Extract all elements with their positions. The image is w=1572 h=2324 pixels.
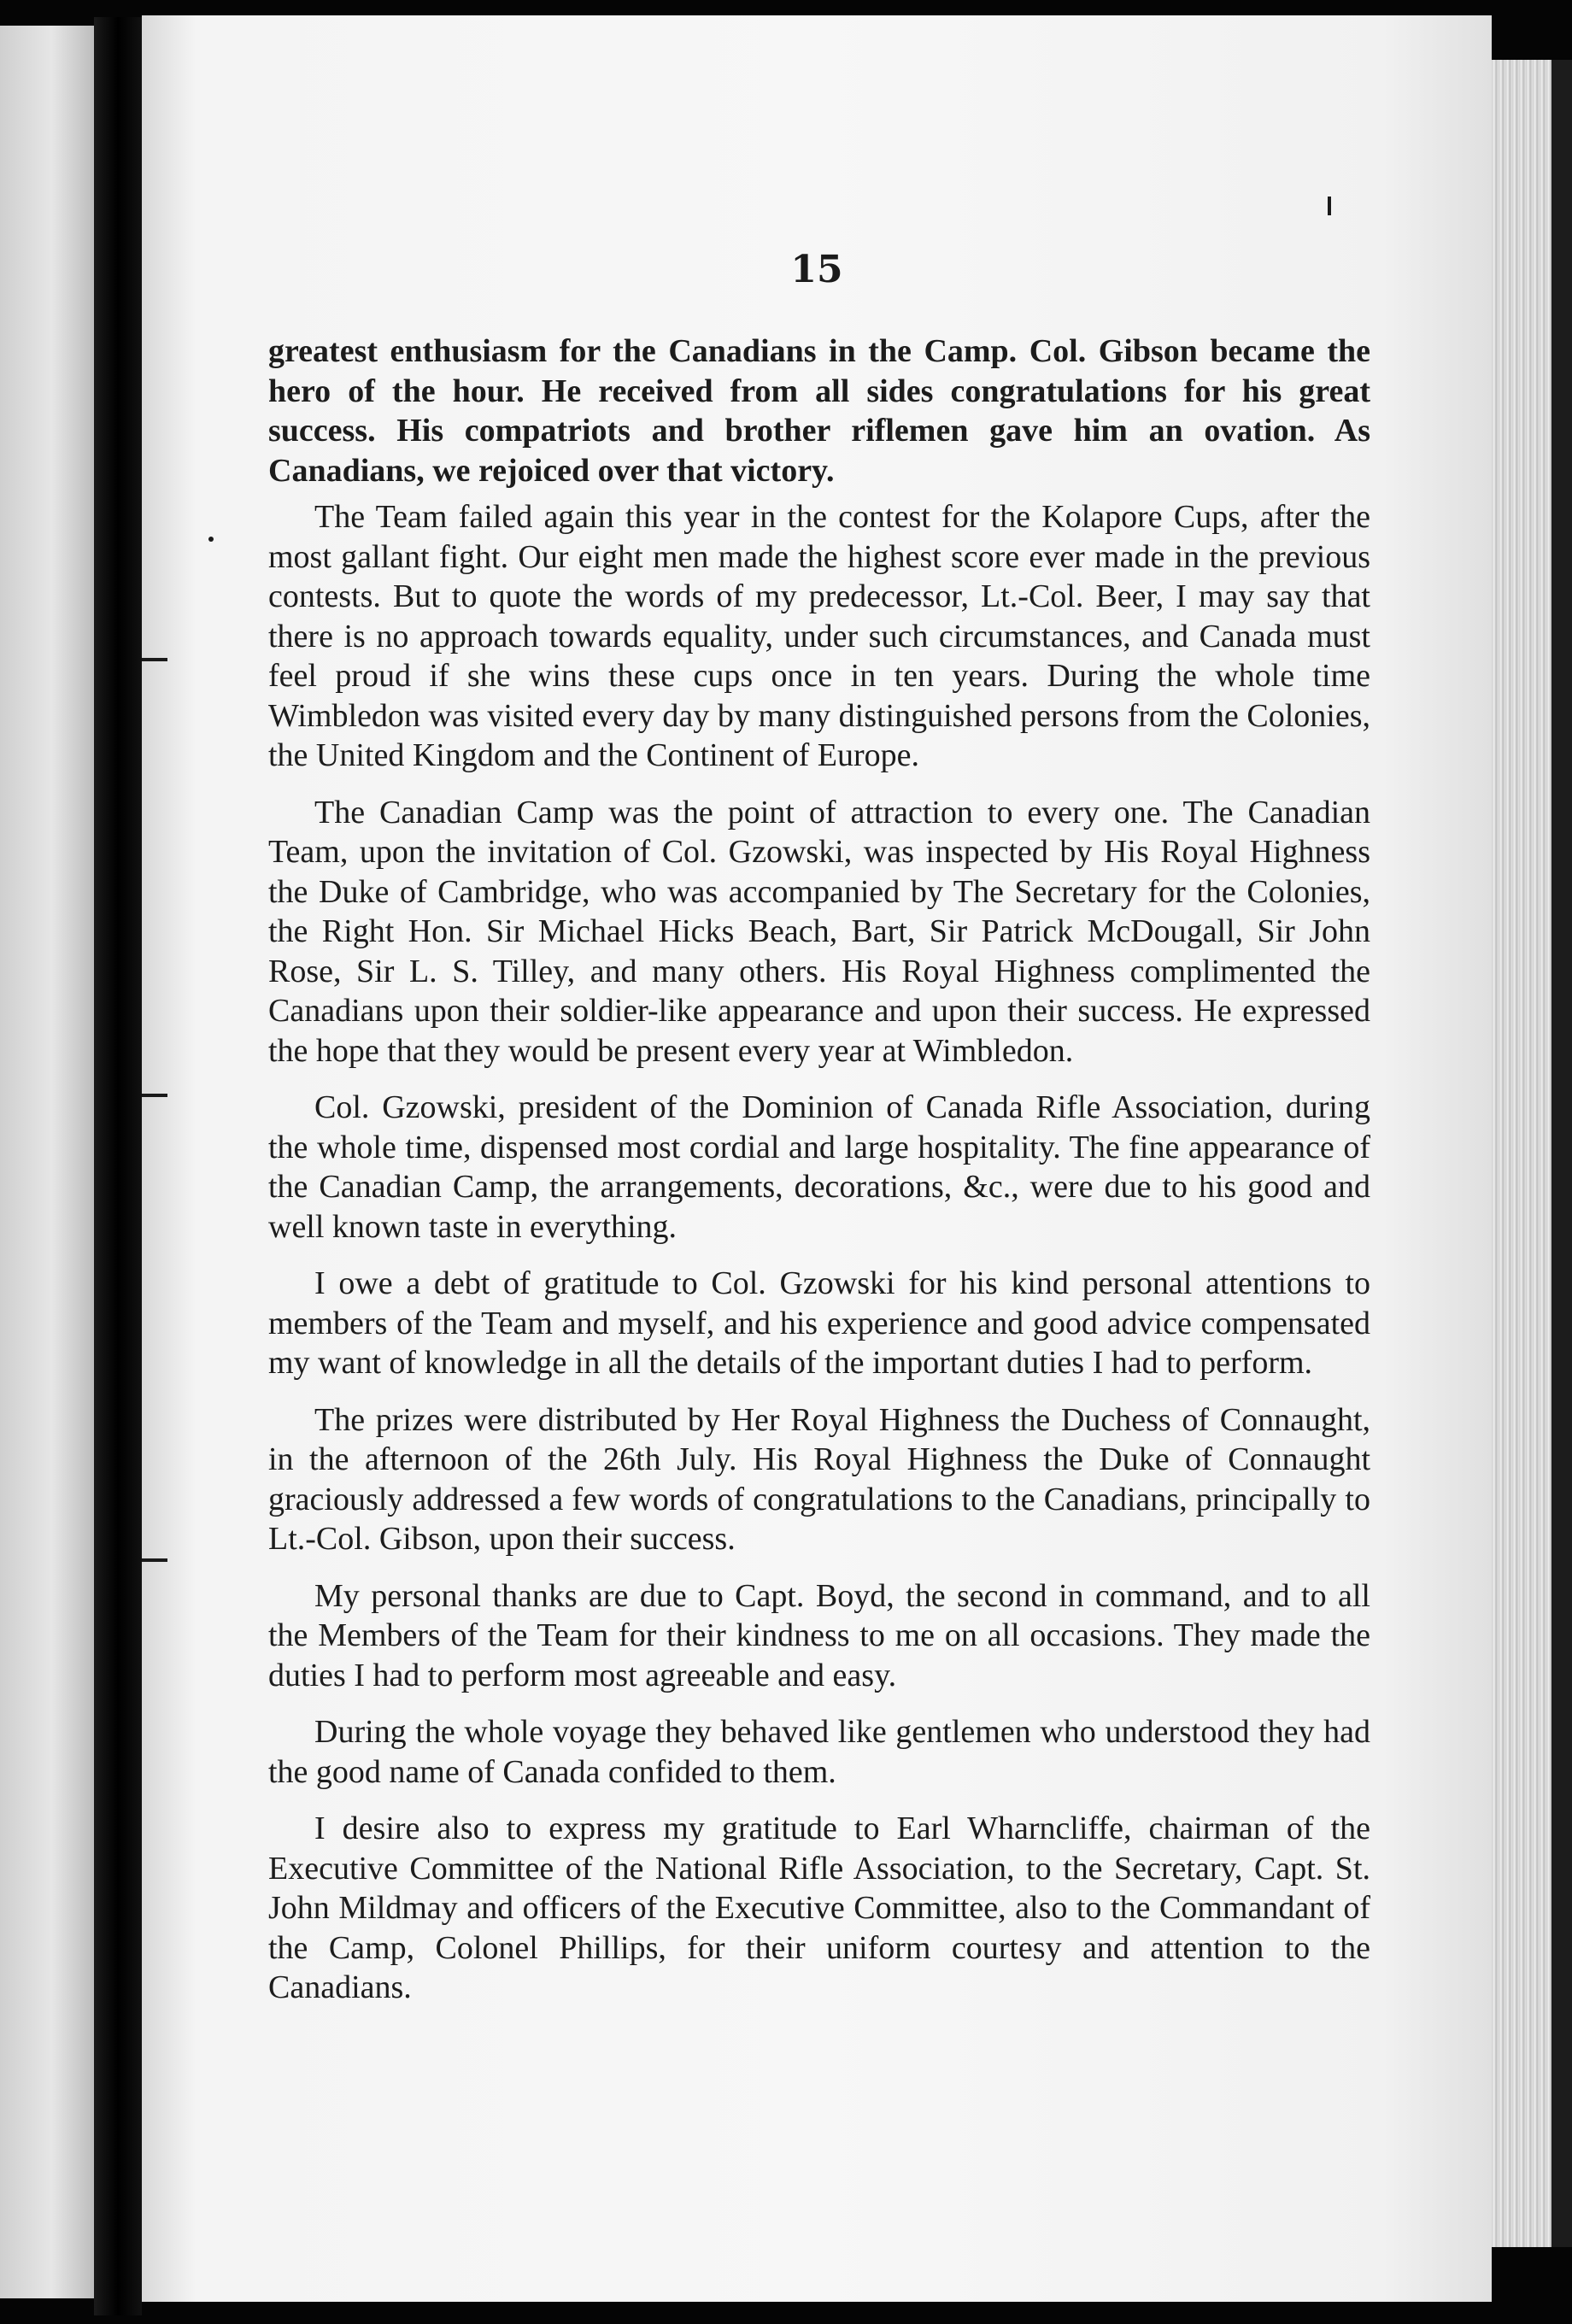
- margin-tick-mark: [142, 1558, 167, 1562]
- paragraph-2: The Team failed again this year in the contest for the Kolapore Cups, after the most gallant fight. Our eight men made the highest score ever made in the previous contests. But to quote the words of my predecessor, Lt.-Col. Beer, I may say that there is no approach towards equality, under such circumstances, and Canada must feel proud if she wins these cups once in ten years. During the whole time Wimbledon was visited every day by many distinguished persons from the Colonies, the United Kingdom and the Continent of Europe.: [268, 499, 1370, 773]
- paragraph-7: My personal thanks are due to Capt. Boyd, the second in command, and to all the Members of the Team for their kindness to me on all occasions. They made the duties I had to perform most agreeable and easy.: [268, 1577, 1370, 1693]
- page-number: 15: [790, 248, 843, 291]
- paragraph-6: The prizes were distributed by Her Royal Highness the Duchess of Connaught, in the afternoon of the 26th July. His Royal Highness the Duke of Connaught graciously addressed a few words of congratulations to the Canadians, principally to Lt.-Col. Gibson, upon their success.: [268, 1401, 1370, 1557]
- paragraph-8: During the whole voyage they behaved like gentlemen who understood they had the good name of Canada confided to them.: [268, 1714, 1370, 1790]
- margin-tick-mark: [142, 658, 167, 661]
- paragraph-1: greatest enthusiasm for the Canadians in the Camp. Col. Gibson became the hero of the hour. He received from all sides congratulations for his great success. His compatriots and brother riflemen gave him an ovation. As Canadians, we rejoiced over that victory.: [268, 333, 1370, 489]
- paragraph-3: The Canadian Camp was the point of attraction to every one. The Canadian Team, upon the invitation of Col. Gzowski, was inspected by His Royal Highness the Duke of Cambridge, who was accompanied by The Secretary for the Colonies, the Right Hon. Sir Michael Hicks Beach, Bart, Sir Patrick McDougall, Sir John Rose, Sir L. S. Tilley, and many others. His Royal Highness complimented the Canadians upon their soldier-like appearance and upon their success. He expressed the hope that they would be present every year at Wimbledon.: [268, 794, 1370, 1069]
- margin-dot-mark: [1328, 197, 1331, 215]
- paragraph-5: I owe a debt of gratitude to Col. Gzowski for his kind personal attentions to members of the Team and myself, and his experience and good advice compensated my want of knowledge in all the details of the important duties I had to perform.: [268, 1265, 1370, 1381]
- margin-dot-mark: [208, 537, 214, 542]
- margin-tick-mark: [142, 1094, 167, 1097]
- page-stack-edges: [1492, 60, 1551, 2247]
- paragraph-9: I desire also to express my gratitude to Earl Wharncliffe, chairman of the Executive Committee of the National Rifle Association, to the Secretary, Capt. St. John Mildmay and officers of the Executive Committee, also to the Commandant of the Camp, Colonel Phillips, for their uniform courtesy and attention to the Canadians.: [268, 1810, 1370, 2005]
- body-text: [268, 332, 1370, 2015]
- paragraph-4: Col. Gzowski, president of the Dominion of Canada Rifle Association, during the whole time, dispensed most cordial and large hospitality. The fine appearance of the Canadian Camp, the arrangements, decorations, &c., were due to his good and well known taste in everything.: [268, 1089, 1370, 1245]
- left-page-edge: [0, 26, 94, 2298]
- page-stack-shadow: [1551, 60, 1572, 2247]
- book-gutter: [94, 17, 142, 2315]
- book-page: [142, 15, 1492, 2302]
